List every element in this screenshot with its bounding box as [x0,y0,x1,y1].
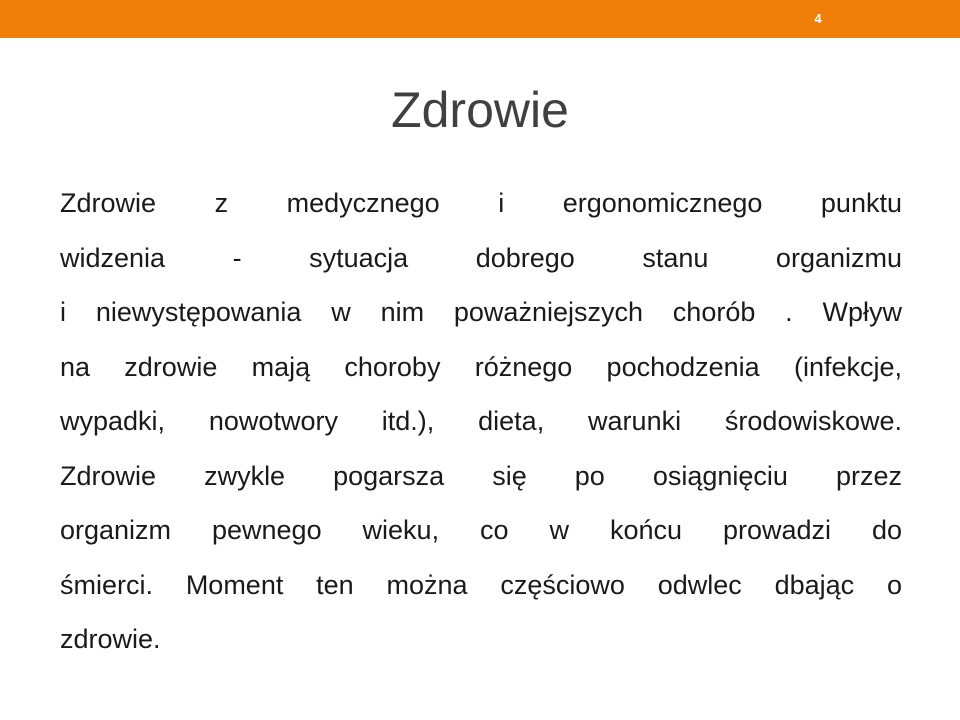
body-line: śmierci. Moment ten można częściowo odwlec dbając o [60,569,902,600]
body-line: wypadki, nowotwory itd.), dieta, warunki środowiskowe. [60,406,902,436]
slide-number: 4 [814,11,822,26]
body-line: widzenia - sytuacja dobrego stanu organizmu [60,242,902,273]
body-paragraph [60,176,902,667]
header-accent-bar [0,0,960,38]
slide-title: Zdrowie [391,82,569,138]
body-line: na zdrowie mają choroby różnego pochodzenia (infekcje, [60,351,902,382]
body-line: Zdrowie z medycznego i ergonomicznego punktu [60,188,902,218]
body-line: zdrowie. [60,624,161,654]
body-line: i niewystępowania w nim poważniejszych chorób . Wpływ [60,297,902,327]
body-line: Zdrowie zwykle pogarsza się po osiągnięciu przez [60,460,902,491]
body-line: organizm pewnego wieku, co w końcu prowadzi do [60,515,902,545]
